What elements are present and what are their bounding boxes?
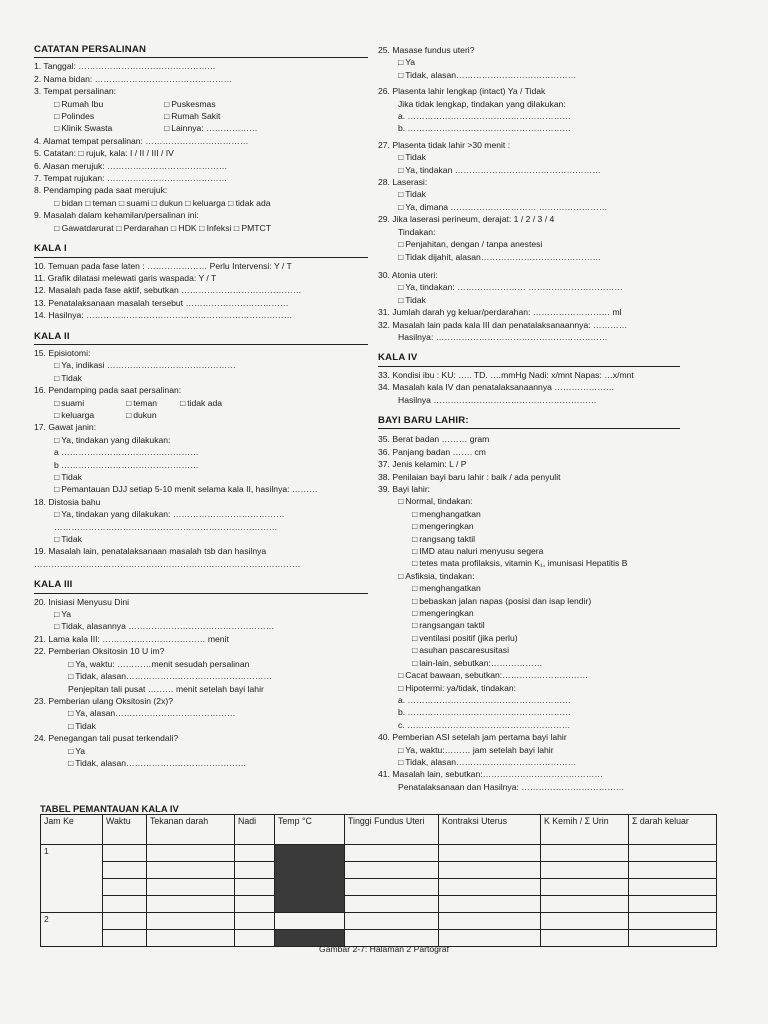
checkbox-asfiksia-menghangatkan[interactable]: □ menghangatkan [378,582,680,594]
item-6: 6. Alasan merujuk: …………………………………… [34,160,228,171]
checkbox-asfiksia-jalan-napas[interactable]: □ bebaskan jalan napas (posisi dan isap lendir) [378,595,680,607]
item-3-options-row2 [34,110,368,122]
cell[interactable] [147,862,235,879]
cell[interactable] [439,845,541,862]
checkbox-masase-tidak[interactable]: □ Tidak, alasan…………………………………… [378,69,680,81]
checkbox-asfiksia-pascaresusitasi[interactable]: □ asuhan pascaresusitasi [378,644,680,656]
cell[interactable] [345,879,439,896]
item-36: 36. Panjang badan ……. cm [378,446,486,457]
header-nadi: Nadi [235,815,275,845]
checkbox-plasenta-ya[interactable]: □ Ya, tindakan …………………………………………… [378,164,680,176]
checkbox-pemantauan-djj[interactable]: □ Pemantauan DJJ setiap 5-10 menit selama kala II, hasilnya: ……… [34,483,368,495]
cell[interactable] [629,896,717,913]
item-37: 37. Jenis kelamin: L / P [378,459,467,470]
item-18: 18. Distosia bahu [34,496,101,507]
cell[interactable] [629,845,717,862]
checkbox-asfiksia-ventilasi[interactable]: □ ventilasi positif (jika perlu) [378,632,680,644]
section-bayi-baru-lahir: BAYI BARU LAHIR: [378,415,680,429]
item-19: 19. Masalah lain, penatalaksanaan masalah tsb dan hasilnya [34,546,267,557]
checkbox-gawat-janin-tidak[interactable]: □ Tidak [34,471,368,483]
cell[interactable] [235,845,275,862]
monitoring-table [40,814,717,947]
item-28: 28. Laserasi: [378,177,428,188]
item-40: 40. Pemberian ASI setelah jam pertama bayi lahir [378,732,567,743]
checkbox-asfiksia[interactable]: □ Asfiksia, tindakan: [378,570,680,582]
checkbox-suami[interactable]: □ suami [54,397,120,409]
item-22: 22. Pemberian Oksitosin 10 U im? [34,646,165,657]
checkbox-normal-mengeringkan[interactable]: □ mengeringkan [378,520,680,532]
item-26-note: Jika tidak lengkap, tindakan yang dilakukan: [398,98,566,109]
table-row [41,896,717,913]
section-kala-4: KALA IV [378,352,680,366]
item-39-hipotermi-c: c. ………………………………………………… [398,719,571,730]
cell[interactable] [439,913,541,930]
item-16: 16. Pendamping pada saat persalinan: [34,385,182,396]
checkbox-oksitosin-ulang-tidak[interactable]: □ Tidak [34,720,368,732]
item-3-options-row1 [34,98,368,110]
table-row [41,862,717,879]
item-24: 24. Penegangan tali pusat terkendali? [34,733,179,744]
checkbox-laserasi-ya[interactable]: □ Ya, dimana ………………………… …………………… [378,201,680,213]
item-5: 5. Catatan: □ rujuk, kala: I / II / III / IV [34,148,174,159]
checkbox-atonia-tidak[interactable]: □ Tidak [378,294,680,306]
tabel-pemantauan-kala-4 [40,803,716,947]
figure-caption: Gambar 2-7: Halaman 2 Partograf [319,944,449,954]
checkbox-cacat-bawaan[interactable]: □ Cacat bawaan, sebutkan:………………………… [378,669,680,681]
cell[interactable] [541,879,629,896]
item-15: 15. Episiotomi: [34,347,91,358]
cell[interactable] [235,862,275,879]
cell[interactable] [103,862,147,879]
item-17-a: a ………………………………………… [54,447,199,458]
section-kala-1: KALA I [34,243,368,257]
item-2: 2. Nama bidan: ………………………………………… [34,73,233,84]
item-4: 4. Alamat tempat persalinan: ……………………………… [34,135,249,146]
checkbox-distosia-ya[interactable]: □ Ya, tindakan yang dilakukan: ………………………………… [34,508,368,520]
cell[interactable] [629,879,717,896]
item-16-options-row2 [34,409,368,421]
checkbox-oksitosin-ulang-ya[interactable]: □ Ya, alasan…………………………………… [34,707,368,719]
item-17-b: b ………………………………………… [54,459,199,470]
checkbox-laserasi-tidak[interactable]: □ Tidak [378,188,680,200]
item-17: 17. Gawat janin: [34,422,97,433]
cell[interactable] [439,879,541,896]
item-9: 9. Masalah dalam kehamilan/persalinan ini: [34,210,199,221]
item-38: 38. Penilaian bayi baru lahir : baik / ada penyulit [378,471,561,482]
header-kemih: K Kemih / Σ Urin [541,815,629,845]
item-16-options-row1 [34,397,368,409]
cell[interactable] [345,896,439,913]
item-32: 32. Masalah lain pada kala III dan penatalaksanaannya: ………… [378,319,628,330]
cell[interactable] [345,845,439,862]
checkbox-rumah-sakit[interactable]: □ Rumah Sakit [164,110,274,122]
item-10: 10. Temuan pada fase laten : ………………… Perlu Intervensi: Y / T [34,260,292,271]
checkbox-atonia-ya[interactable]: □ Ya, tindakan: …………………… …………………………… [378,281,680,293]
item-21: 21. Lama kala III: ……………………………… menit [34,633,229,644]
checkbox-polindes[interactable]: □ Polindes [54,110,164,122]
cell[interactable] [103,896,147,913]
item-26-a: a. ………………………………………………… [398,111,571,122]
cell[interactable] [235,913,275,930]
section-catatan-persalinan: CATATAN PERSALINAN [34,44,368,58]
checkbox-penjahitan[interactable]: □ Penjahitan, dengan / tanpa anestesi [378,238,680,250]
header-jam-ke: Jam Ke [41,815,103,845]
checkbox-klinik-swasta[interactable]: □ Klinik Swasta [54,122,164,134]
header-tinggi-fundus: Tinggi Fundus Uteri [345,815,439,845]
checkbox-episiotomi-ya[interactable]: □ Ya, indikasi ……………………………………… [34,359,368,371]
cell[interactable] [629,862,717,879]
checkbox-normal-menghangatkan[interactable]: □ menghangatkan [378,508,680,520]
header-temp: Temp °C [275,815,345,845]
item-7: 7. Tempat rujukan: …………………………………… [34,173,228,184]
checkbox-oksitosin-tidak[interactable]: □ Tidak, alasan…………………………………………… [34,670,368,682]
item-35: 35. Berat badan ……… gram [378,434,490,445]
checkbox-imd-ya[interactable]: □ Ya [34,608,368,620]
cell[interactable] [103,879,147,896]
item-31: 31. Jumlah darah yg keluar/perdarahan: ……………………… ml [378,307,622,318]
item-34: 34. Masalah kala IV dan penatalaksanaannya ………………… [378,382,615,393]
section-kala-3: KALA III [34,579,368,593]
checkbox-puskesmas[interactable]: □ Puskesmas [164,98,274,110]
cell[interactable] [439,862,541,879]
cell[interactable] [235,896,275,913]
cell-jam-ke-1: 1 [41,845,103,913]
item-1: 1. Tanggal: ………………………………………… [34,61,216,72]
checkbox-tidak-ada[interactable]: □ tidak ada [180,397,222,409]
item-11: 11. Grafik dilatasi melewati garis waspada: Y / T [34,272,217,283]
cell[interactable] [345,862,439,879]
checkbox-asi-ya[interactable]: □ Ya, waktu:……… jam setelah bayi lahir [378,744,680,756]
item-22-penjepitan: Penjepitan tali pusat ……… menit setelah bayi lahir [68,683,264,694]
item-12: 12. Masalah pada fase aktif, sebutkan …………………………………… [34,285,302,296]
shaded-cell [275,845,345,913]
checkbox-asfiksia-lain-lain[interactable]: □ lain-lain, sebutkan:……………… [378,657,680,669]
item-8: 8. Pendamping pada saat merujuk: [34,185,168,196]
header-darah-keluar: Σ darah keluar [629,815,717,845]
table-row [41,845,717,862]
checkbox-normal-tetes-mata[interactable]: □ tetes mata profilaksis, vitamin K₁, imunisasi Hepatitis B [378,557,680,569]
cell[interactable] [629,913,717,930]
checkbox-rumah-ibu[interactable]: □ Rumah Ibu [54,98,164,110]
item-39: 39. Bayi lahir: [378,484,431,494]
checkbox-ptt-ya[interactable]: □ Ya [34,745,368,757]
item-8-options: □ bidan □ teman □ suami □ dukun □ keluarga □ tidak ada [54,197,271,208]
cell[interactable] [541,845,629,862]
checkbox-ptt-tidak[interactable]: □ Tidak, alasan…………………………………… [34,757,368,769]
cell[interactable] [275,913,345,930]
checkbox-masase-ya[interactable]: □ Ya [378,56,680,68]
item-23: 23. Pemberian ulang Oksitosin (2x)? [34,695,174,706]
item-32-hasil: Hasilnya: …………………………………………………… [398,331,608,342]
cell[interactable] [147,913,235,930]
item-18-line: …………………………………………………………………… [54,521,278,532]
cell[interactable] [235,879,275,896]
item-25: 25. Masase fundus uteri? [378,45,475,55]
item-41: 41. Masalah lain, sebutkan:…………………………………… [378,769,603,780]
item-19-line: ………………………………………………………………………………… [34,558,301,569]
header-tekanan-darah: Tekanan darah [147,815,235,845]
checkbox-dukun[interactable]: □ dukun [126,409,157,421]
item-30: 30. Atonia uteri: [378,269,438,280]
cell[interactable] [103,913,147,930]
checkbox-plasenta-tidak[interactable]: □ Tidak [378,151,680,163]
item-3-options-row3 [34,122,368,134]
cell[interactable] [541,913,629,930]
checkbox-gawat-janin-ya[interactable]: □ Ya, tindakan yang dilakukan: [34,434,368,446]
item-14: 14. Hasilnya: ……………………………………………………………… [34,310,293,321]
checkbox-tidak-dijahit[interactable]: □ Tidak dijahit, alasan…………………………………… [378,251,680,263]
item-26: 26. Plasenta lahir lengkap (intact) Ya / Tidak [378,86,546,97]
cell[interactable] [345,913,439,930]
cell[interactable] [147,896,235,913]
header-waktu: Waktu [103,815,147,845]
checkbox-asi-tidak[interactable]: □ Tidak, alasan…………………………………… [378,756,680,768]
cell[interactable] [147,879,235,896]
item-13: 13. Penatalaksanaan masalah tersebut ……………………………… [34,297,289,308]
item-33: 33. Kondisi ibu : KU: ….. TD. ….mmHg Nadi: x/mnt Napas: …x/mnt [378,369,634,380]
checkbox-distosia-tidak[interactable]: □ Tidak [34,533,368,545]
table-header-row [41,815,717,845]
item-20: 20. Inisiasi Menyusu Dini [34,596,130,607]
item-29: 29. Jika laserasi perineum, derajat: 1 / 2 / 3 / 4 [378,214,555,225]
checkbox-hipotermi[interactable]: □ Hipotermi: ya/tidak, tindakan: [378,682,680,694]
section-kala-2: KALA II [34,331,368,345]
item-9-options: □ Gawatdarurat □ Perdarahan □ HDK □ Infeksi □ PMTCT [54,222,271,233]
item-41-hasil: Penatalaksanaan dan Hasilnya: ……………………………… [398,781,625,792]
item-3: 3. Tempat persalinan: [34,86,117,97]
cell[interactable] [439,896,541,913]
cell[interactable] [541,862,629,879]
item-39-hipotermi-b: b. ………………………………………………… [398,707,571,718]
left-column [34,44,368,769]
right-column [378,44,680,793]
item-39-hipotermi-a: a. ………………………………………………… [398,694,571,705]
cell-jam-ke-2: 2 [41,913,103,947]
table-row [41,879,717,896]
item-27: 27. Plasenta tidak lahir >30 menit : [378,139,511,150]
checkbox-oksitosin-ya[interactable]: □ Ya, waktu: …………menit sesudah persalinan [34,658,368,670]
checkbox-episiotomi-tidak[interactable]: □ Tidak [34,372,368,384]
checkbox-imd-tidak[interactable]: □ Tidak, alasannya …………………………………………… [34,620,368,632]
item-29-tindakan: Tindakan: [398,226,436,237]
checkbox-normal-imd[interactable]: □ IMD atau naluri menyusu segera [378,545,680,557]
checkbox-lainnya[interactable]: □ Lainnya: ……………… [164,122,274,134]
cell[interactable] [541,896,629,913]
item-26-b: b. ………………………………………………… [398,123,571,134]
header-kontraksi: Kontraksi Uterus [439,815,541,845]
table-title: TABEL PEMANTAUAN KALA IV [40,803,179,814]
item-34-hasil: Hasilnya ………………………………………………… [398,394,597,405]
cell[interactable] [147,845,235,862]
checkbox-normal-rangsang-taktil[interactable]: □ rangsang taktil [378,533,680,545]
cell[interactable] [103,845,147,862]
table-row [41,913,717,930]
checkbox-teman[interactable]: □ teman [126,397,174,409]
checkbox-asfiksia-mengeringkan[interactable]: □ mengeringkan [378,607,680,619]
checkbox-normal[interactable]: □ Normal, tindakan: [378,495,680,507]
checkbox-asfiksia-rangsangan-taktil[interactable]: □ rangsangan taktil [378,619,680,631]
checkbox-keluarga[interactable]: □ keluarga [54,409,120,421]
